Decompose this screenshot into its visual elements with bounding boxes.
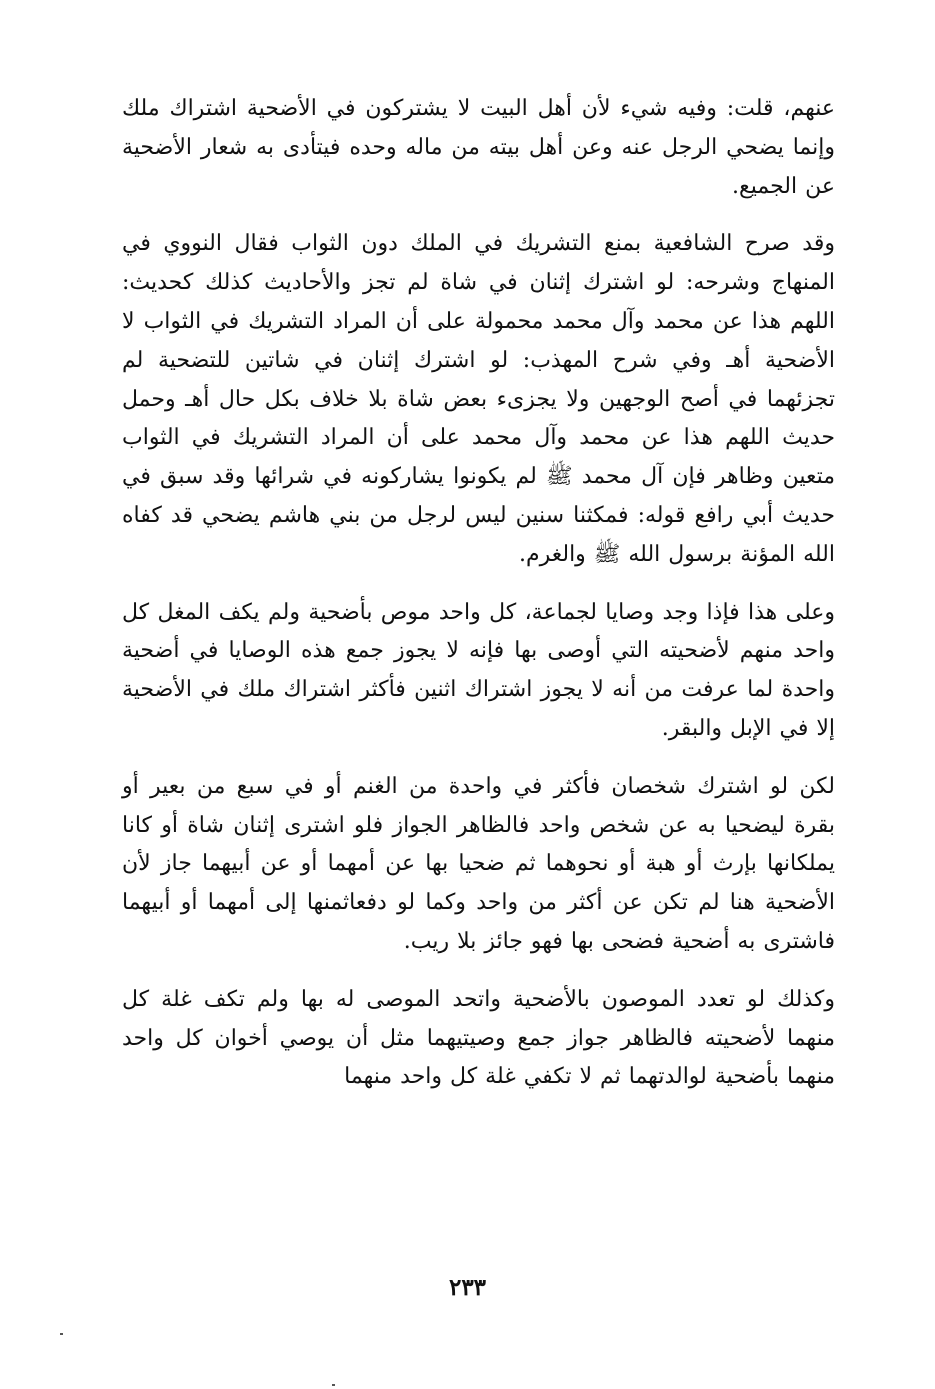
scan-speck	[332, 1384, 335, 1386]
page-number: ٢٣٣	[448, 1274, 487, 1301]
paragraph-1: عنهم، قلت: وفيه شيء لأن أهل البيت لا يشتركون في الأضحية اشتراك ملك وإنما يضحي الرجل عنه وعن أهل بيته من ماله وحده فيتأدى به شعار الأضحية عن الجميع.	[122, 96, 835, 199]
scan-speck	[60, 1333, 63, 1335]
paragraph-3: وعلى هذا فإذا وجد وصايا لجماعة، كل واحد موص بأضحية ولم يكف المغل كل واحد منهم لأضحيته التي أوصى بها فإنه لا يجوز جمع هذه الوصايا في أضحية واحدة لما عرفت من أنه لا يجوز اشتراك اثنين فأكثر اشتراك ملك في الأضحية إلا في الإبل والبقر.	[122, 599, 835, 741]
paragraph-5: وكذلك لو تعدد الموصون بالأضحية واتحد الموصى له بها ولم تكف غلة كل منهما لأضحيته فالظاهر جواز جمع وصيتيهما مثل أن يوصي أخوان كل واحد منهما بأضحية لوالدتهما ثم لا تكفي غلة كل واحد منهما	[122, 986, 835, 1090]
paragraph-2: وقد صرح الشافعية بمنع التشريك في الملك دون الثواب فقال النووي في المنهاج وشرحه: لو اشترك إثنان في شاة لم تجز والأحاديث كذلك كحديث: اللهم هذا عن محمد وآل محمد محمولة على أن المراد التشريك في الثواب لا الأضحية أهـ وفي شرح المهذب: لو اشترك إثنان في شاتين للتضحية لم تجزئهما في أصح الوجهين ولا يجزىء بعض شاة بلا خلاف بكل حال أهـ وحمل حديث اللهم هذا عن محمد وآل محمد على أن المراد التشريك في الثواب متعين وظاهر فإن آل محمد ﷺ لم يكونوا يشاركونه في شرائها وقد سبق في حديث أبي رافع قوله: فمكثنا سنين ليس لرجل من بني هاشم يضحي قد كفاه الله المؤنة برسول الله ﷺ والغرم.	[122, 231, 835, 567]
page-body	[122, 90, 835, 1097]
paragraph-4: لكن لو اشترك شخصان فأكثر في واحدة من الغنم أو في سبع من بعير أو بقرة ليضحيا به عن شخص واحد فالظاهر الجواز فلو اشترى إثنان شاة أو كانا يملكانها بإرث أو هبة أو نحوهما ثم ضحيا بها عن أمهما أو عن أبيهما جاز لأن الأضحية هنا لم تكن عن أكثر من واحد وكما لو دفعاثمنها إلى أمهما أو أبيهما فاشترى به أضحية فضحى بها فهو جائز بلا ريب.	[122, 773, 835, 954]
